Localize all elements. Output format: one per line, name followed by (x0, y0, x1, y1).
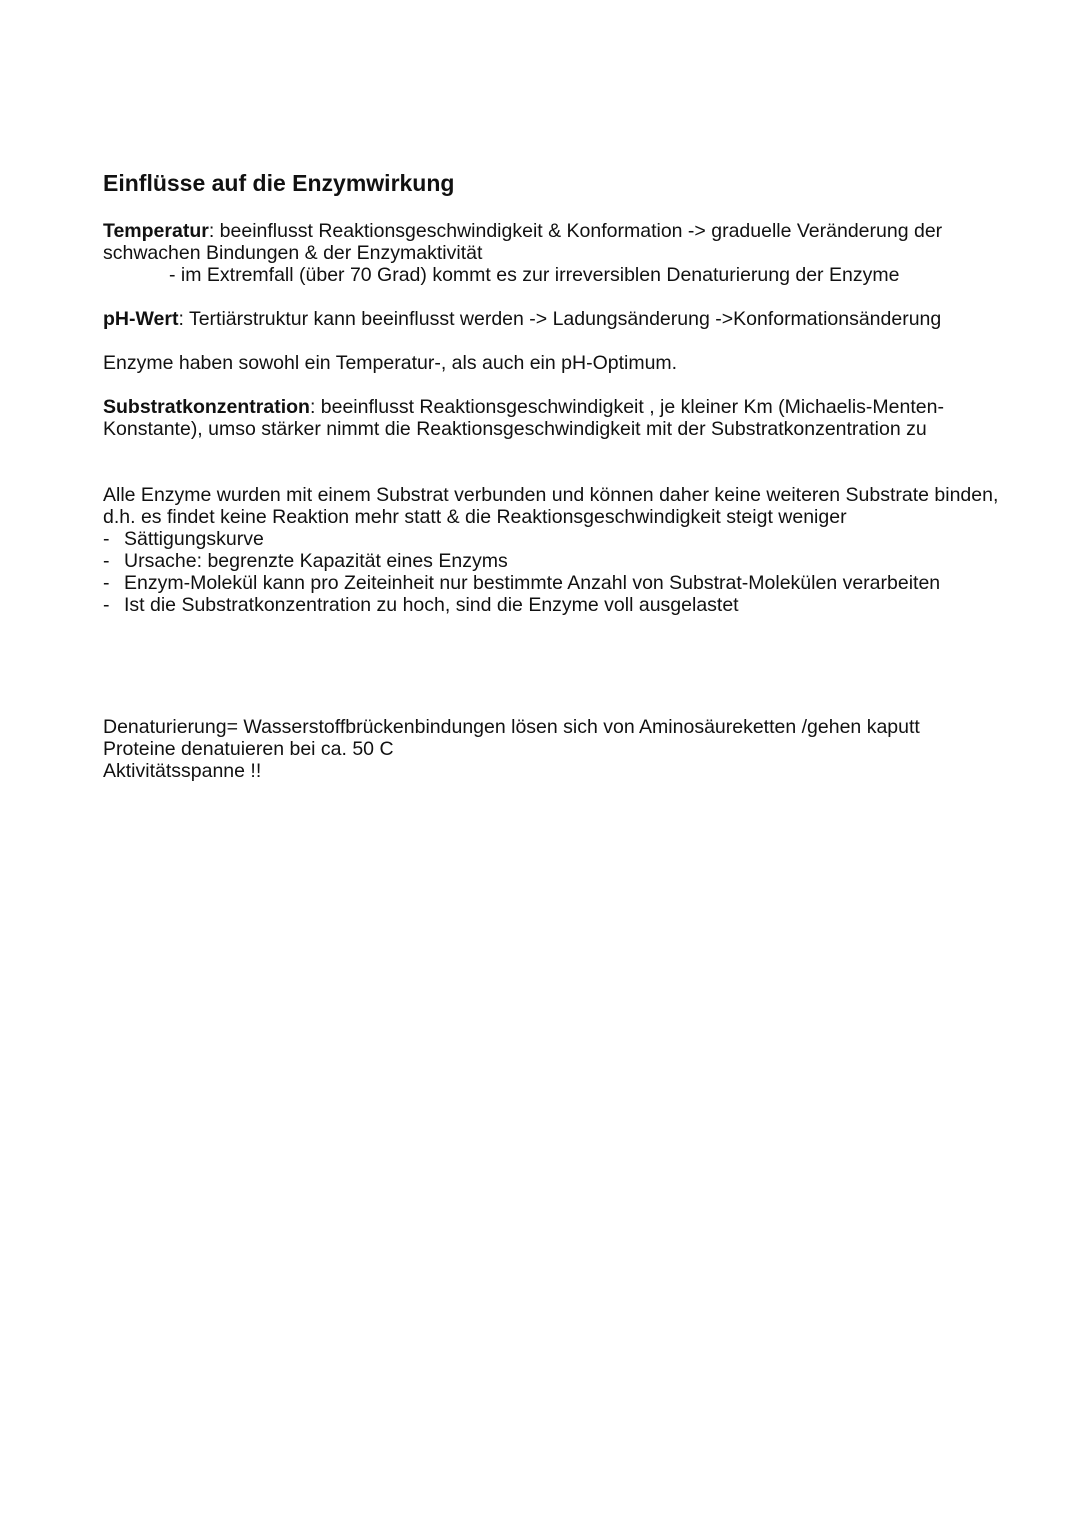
substrat-paragraph (103, 396, 1003, 440)
denaturierung-line: Denaturierung= Wasserstoffbrückenbindungen lösen sich von Aminosäureketten /gehen kaputt (103, 716, 920, 738)
aktivitaetsspanne-line: Aktivitätsspanne !! (103, 760, 262, 782)
list-item: - Ist die Substratkonzentration zu hoch, sind die Enzyme voll ausgelastet (103, 594, 1003, 616)
denaturierung-temp-line: Proteine denatuieren bei ca. 50 C (103, 738, 394, 760)
temperatur-label: Temperatur (103, 220, 209, 242)
list-item: - Ursache: begrenzte Kapazität eines Enzyms (103, 550, 1003, 572)
document-content (103, 168, 1003, 782)
temperatur-text: : beeinflusst Reaktionsgeschwindigkeit & Konformation -> graduelle Veränderung der schwachen Bindungen & der Enzymaktivität (103, 220, 943, 264)
list-item: - Sättigungskurve (103, 528, 1003, 550)
optimum-paragraph: Enzyme haben sowohl ein Temperatur-, als auch ein pH-Optimum. (103, 352, 678, 374)
saettigung-paragraph: Alle Enzyme wurden mit einem Substrat verbunden und können daher keine weiteren Substrate binden, d.h. es findet keine Reaktion mehr statt & die Reaktionsgeschwindigkeit steigt weniger (103, 484, 999, 528)
ph-text: : Tertiärstruktur kann beeinflusst werden -> Ladungsänderung ->Konformationsänderung (178, 308, 942, 330)
bullet-list (103, 528, 1003, 616)
substrat-text: : beeinflusst Reaktionsgeschwindigkeit , je kleiner Km (Michaelis-Menten-Konstante), umso stärker nimmt die Reaktionsgeschwindigkeit mit der Substratkonzentration zu (103, 396, 944, 440)
ph-paragraph (103, 308, 1003, 330)
temperatur-paragraph (103, 220, 1003, 264)
ph-label: pH-Wert (103, 308, 179, 330)
substrat-label: Substratkonzentration (103, 396, 310, 418)
temperatur-subpoint: - im Extremfall (über 70 Grad) kommt es zur irreversiblen Denaturierung der Enzyme (169, 264, 900, 286)
denaturierung-block (103, 716, 1003, 782)
page-title: Einflüsse auf die Enzymwirkung (103, 170, 455, 196)
list-item: - Enzym-Molekül kann pro Zeiteinheit nur bestimmte Anzahl von Substrat-Molekülen verarbeiten (103, 572, 1003, 594)
